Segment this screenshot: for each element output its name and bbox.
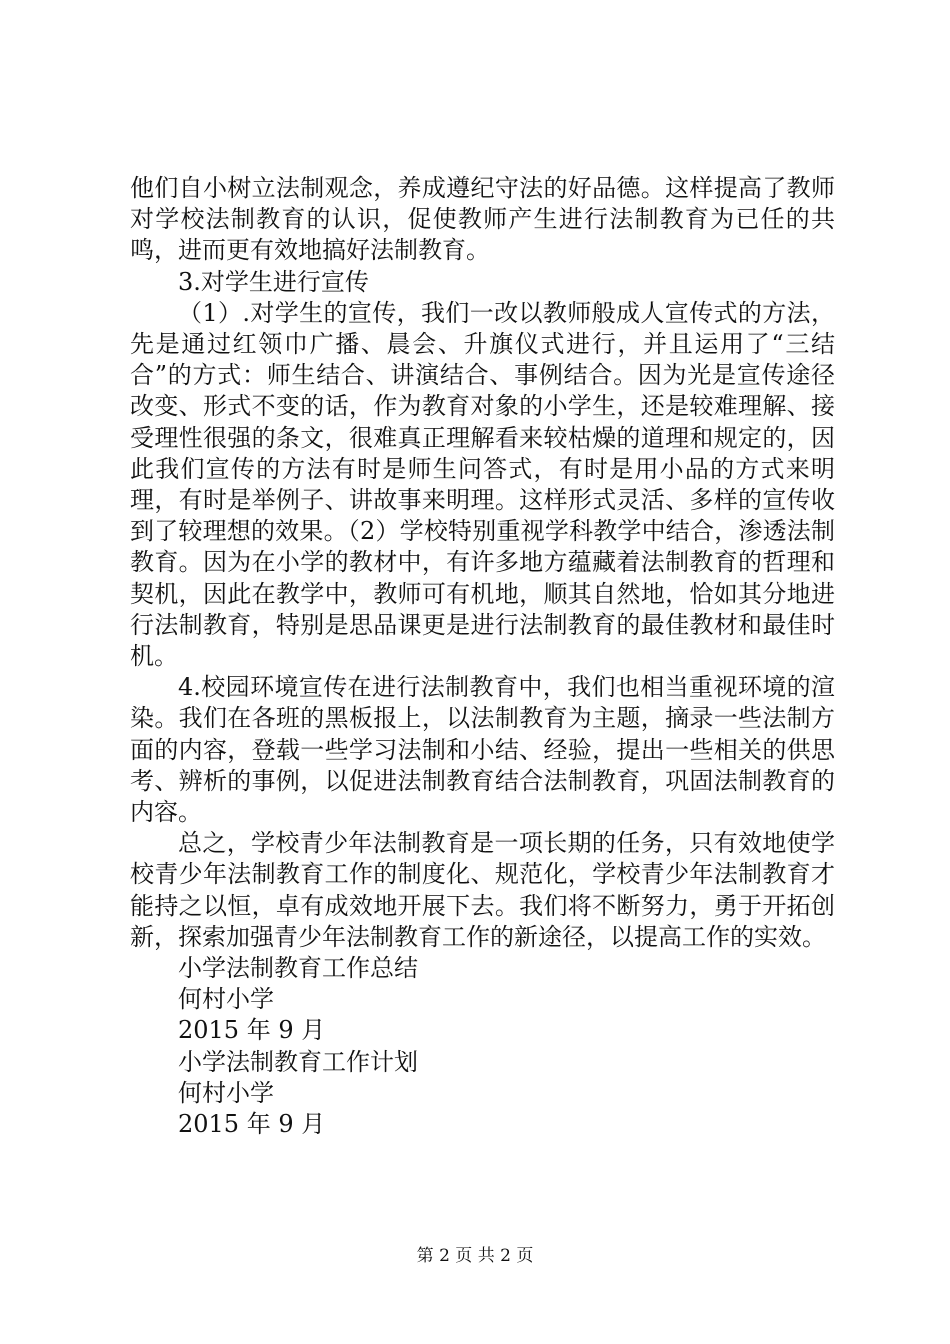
document-body (130, 173, 835, 1140)
signature-school: 何村小学 (178, 1078, 274, 1107)
paragraph-2-heading: 3.对学生进行宣传 (178, 267, 369, 296)
paragraph-5: 总之，学校青少年法制教育是一项长期的任务，只有效地使学校青少年法制教育工作的制度化、规范化，学校青少年法制教育才能持之以恒，卓有成效地开展下去。我们将不断努力，勇于开拓创新，探索加强青少年法制教育工作的新途径，以提高工作的实效。 (130, 829, 835, 951)
signature-school: 何村小学 (178, 985, 274, 1014)
paragraph-1: 他们自小树立法制观念，养成遵纪守法的好品德。这样提高了教师对学校法制教育的认识，促使教师产生进行法制教育为已任的共鸣，进而更有效地搞好法制教育。 (130, 174, 835, 265)
signature-title: 小学法制教育工作计划 (178, 1047, 418, 1076)
signature-date: 2015 年 9 月 (178, 1110, 326, 1139)
signature-title: 小学法制教育工作总结 (178, 954, 418, 983)
paragraph-3: （1）.对学生的宣传，我们一改以教师般成人宣传式的方法，先是通过红领巾广播、晨会、升旗仪式进行，并且运用了“三结合”的方式：师生结合、讲演结合、事例结合。因为光是宣传途径改变、形式不变的话，作为教育对象的小学生，还是较难理解、接受理性很强的条文，很难真正理解看来较枯燥的道理和规定的，因此我们宣传的方法有时是师生问答式，有时是用小品的方式来明理，有时是举例子、讲故事来明理。这样形式灵活、多样的宣传收到了较理想的效果。（2）学校特别重视学科教学中结合，渗透法制教育。因为在小学的教材中，有许多地方蕴藏着法制教育的哲理和契机，因此在教学中，教师可有机地，顺其自然地，恰如其分地进行法制教育，特别是思品课更是进行法制教育的最佳教材和最佳时机。 (130, 298, 835, 671)
signature-date: 2015 年 9 月 (178, 1016, 326, 1045)
signature-block-summary (130, 953, 835, 1047)
paragraph-4: 4.校园环境宣传在进行法制教育中，我们也相当重视环境的渲染。我们在各班的黑板报上，以法制教育为主题，摘录一些法制方面的内容，登载一些学习法制和小结、经验，提出一些相关的供思考、辨析的事例，以促进法制教育结合法制教育，巩固法制教育的内容。 (130, 673, 835, 827)
signature-block-plan (130, 1047, 835, 1141)
page-number-footer: 第 2 页 共 2 页 (416, 1246, 534, 1266)
